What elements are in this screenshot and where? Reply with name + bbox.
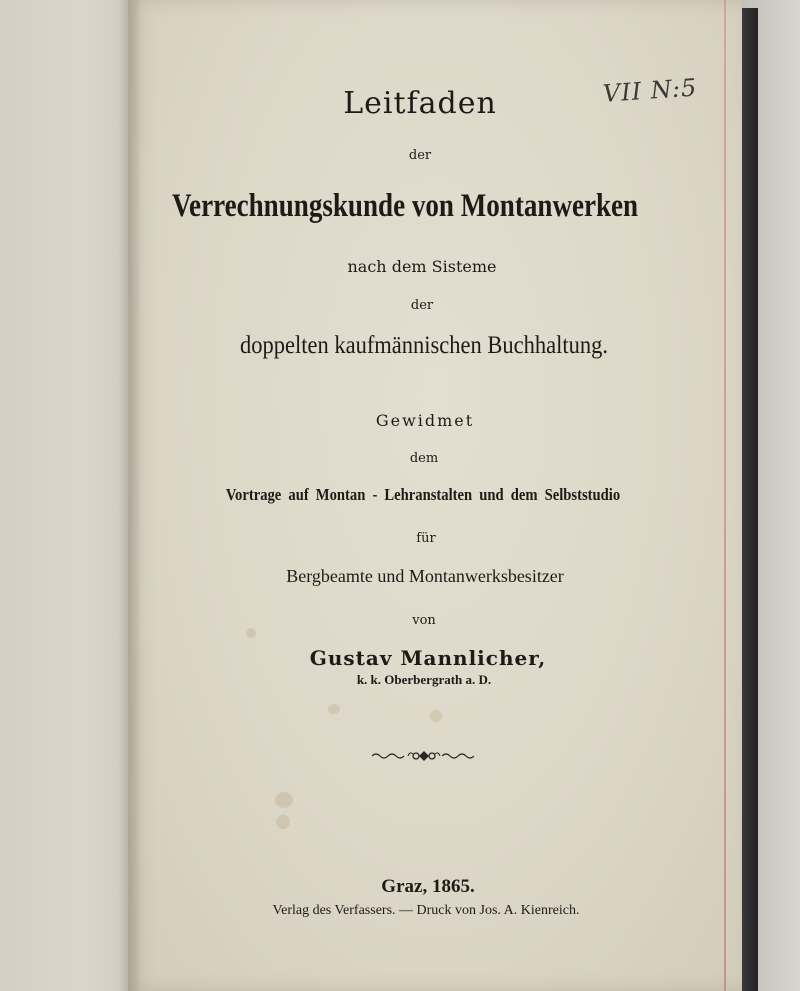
author-name: Gustav Mannlicher, [309, 646, 547, 670]
place-and-year: Graz, 1865. [381, 876, 475, 897]
book-gutter [118, 0, 140, 991]
decorative-ornament [370, 746, 478, 766]
page-edge [724, 0, 726, 991]
main-title: Verrechnungskunde von Montanwerken [172, 188, 639, 224]
connector-fur: für [416, 531, 436, 546]
dedication-label: Gewidmet [375, 411, 475, 430]
imprint-line: Verlag des Verfassers. — Druck von Jos. A. Kienreich. [272, 903, 580, 918]
dedication-target: Vortrage auf Montan - Lehranstalten und dem Selbststudio [225, 485, 621, 504]
subtitle: doppelten kaufmännischen Buchhaltung. [239, 332, 609, 359]
connector-der: der [408, 148, 432, 163]
audience-line: Bergbeamte und Montanwerksbesitzer [286, 566, 564, 586]
handwritten-shelfmark: VII N:5 [601, 73, 699, 108]
connector-von: von [412, 613, 436, 628]
foxing-stain [328, 704, 340, 714]
foxing-stain [430, 710, 442, 722]
method-line: nach dem Sisteme [347, 257, 497, 276]
foxing-stain [246, 628, 256, 638]
foxing-stain [276, 815, 290, 829]
connector-dem: dem [409, 451, 439, 466]
title: Leitfaden [343, 86, 497, 121]
foxing-stain [275, 792, 293, 808]
author-rank: k. k. Oberbergrath a. D. [356, 672, 492, 687]
connector-der-2: der [410, 298, 434, 313]
